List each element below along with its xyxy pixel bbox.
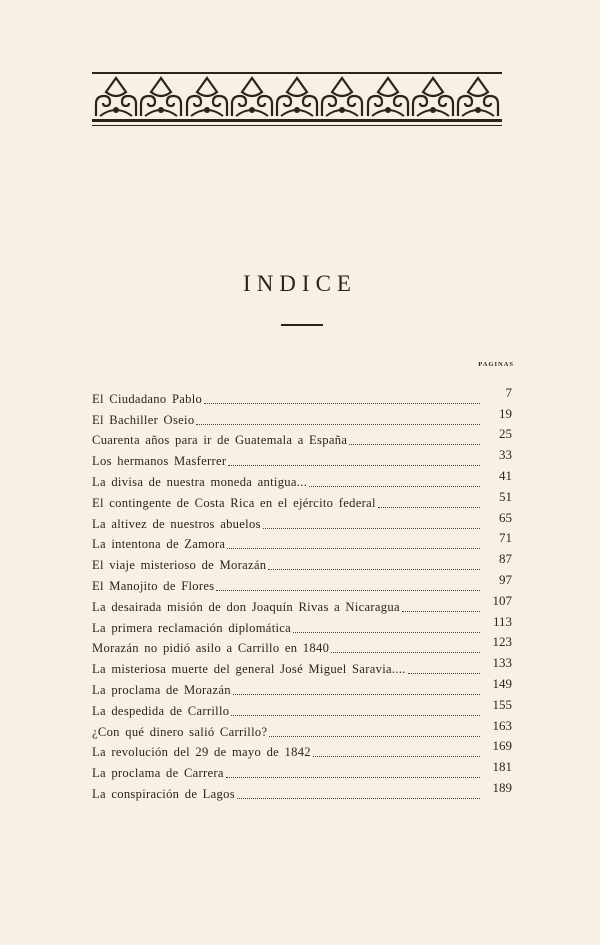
toc-entry-title: El Manojito de Flores <box>92 578 215 593</box>
toc-entry[interactable] <box>92 511 512 532</box>
toc-entry-page: 41 <box>499 467 512 483</box>
toc-entry-page: 25 <box>499 426 512 442</box>
dot-leader <box>228 465 480 466</box>
toc-entry[interactable] <box>92 615 512 636</box>
toc-entry-title: La despedida de Carrillo <box>92 703 230 718</box>
toc-entry-title: El contingente de Costa Rica en el ejército federal <box>92 495 376 510</box>
toc-entry-page: 65 <box>499 509 512 525</box>
toc-entry-title: La altivez de nuestros abuelos <box>92 516 261 531</box>
toc-entry-page: 123 <box>492 634 512 650</box>
toc-entry-page: 181 <box>492 759 512 775</box>
toc-entry-title: Cuarenta años para ir de Guatemala a España <box>92 433 348 448</box>
toc-entry-page: 19 <box>499 405 512 421</box>
toc-entry[interactable] <box>92 469 512 490</box>
toc-entry-page: 169 <box>492 738 512 754</box>
toc-entry-title: La desairada misión de don Joaquín Rivas a Nicaragua <box>92 599 400 614</box>
toc-entry-page: 155 <box>492 696 512 712</box>
toc-entry[interactable] <box>92 719 512 740</box>
toc-entry[interactable] <box>92 428 512 449</box>
toc-entry-title: ¿Con qué dinero salió Carrillo? <box>92 724 268 739</box>
dot-leader <box>204 403 480 404</box>
dot-leader <box>268 569 480 570</box>
toc-entry-title: El viaje misterioso de Morazán <box>92 558 267 573</box>
ornament-rule-thick <box>92 119 502 122</box>
dot-leader <box>349 444 480 445</box>
dot-leader <box>269 736 480 737</box>
floral-ornament-icon <box>94 74 138 118</box>
toc-entry-title: Los hermanos Masferrer <box>92 454 227 469</box>
toc-entry[interactable] <box>92 490 512 511</box>
floral-ornament-icon <box>320 74 364 118</box>
floral-ornament-icon <box>366 74 410 118</box>
toc-entry-title: La misteriosa muerte del general José Miguel Saravia.... <box>92 662 406 677</box>
toc-entry-title: La primera reclamación diplomática <box>92 620 292 635</box>
toc-entry[interactable] <box>92 552 512 573</box>
toc-entry[interactable] <box>92 636 512 657</box>
toc-entry-title: La proclama de Morazán <box>92 682 231 697</box>
toc-entry-page: 163 <box>492 717 512 733</box>
dot-leader <box>233 694 480 695</box>
toc-entry-page: 107 <box>492 592 512 608</box>
toc-entry-title: La revolución del 29 de mayo de 1842 <box>92 745 311 760</box>
toc-entry-page: 97 <box>499 571 512 587</box>
toc-entry-page: 33 <box>499 447 512 463</box>
toc-entry[interactable] <box>92 386 512 407</box>
toc-entry-page: 189 <box>492 779 512 795</box>
toc-entry-title: La proclama de Carrera <box>92 766 224 781</box>
dot-leader <box>378 507 480 508</box>
floral-ornament-icon <box>139 74 183 118</box>
floral-ornament-icon <box>275 74 319 118</box>
toc-entry[interactable] <box>92 573 512 594</box>
toc-entry-title: La intentona de Zamora <box>92 537 226 552</box>
toc-entry-title: El Ciudadano Pablo <box>92 391 203 406</box>
toc-entry[interactable] <box>92 677 512 698</box>
dot-leader <box>263 528 480 529</box>
toc-entry-title: La conspiración de Lagos <box>92 786 235 801</box>
dot-leader <box>402 611 480 612</box>
dot-leader <box>231 715 480 716</box>
dot-leader <box>309 486 480 487</box>
toc-entry[interactable] <box>92 781 512 802</box>
toc-entry[interactable] <box>92 656 512 677</box>
toc-entry-page: 7 <box>505 384 512 400</box>
floral-ornament-icon <box>230 74 274 118</box>
toc-entry-page: 113 <box>492 613 512 629</box>
page-title: INDICE <box>243 271 357 296</box>
toc-entry-page: 51 <box>499 488 512 504</box>
dot-leader <box>408 673 480 674</box>
toc-entry[interactable] <box>92 448 512 469</box>
dot-leader <box>216 590 480 591</box>
pages-column-header: PAGINAS <box>478 361 514 368</box>
toc-entry[interactable] <box>92 532 512 553</box>
toc-entry-title: La divisa de nuestra moneda antigua... <box>92 474 308 489</box>
toc-entry-page: 71 <box>499 530 512 546</box>
floral-ornament-icon <box>456 74 500 118</box>
dot-leader <box>227 548 480 549</box>
toc-entry[interactable] <box>92 594 512 615</box>
toc-entry-page: 133 <box>492 655 512 671</box>
toc-entry[interactable] <box>92 407 512 428</box>
floral-ornament-icon <box>411 74 455 118</box>
title-divider <box>281 324 323 326</box>
toc-entry-title: El Bachiller Oseio <box>92 412 195 427</box>
toc-entry[interactable] <box>92 760 512 781</box>
dot-leader <box>237 798 480 799</box>
dot-leader <box>313 756 480 757</box>
table-of-contents <box>92 386 512 802</box>
toc-entry-title: Morazán no pidió asilo a Carrillo en 1840 <box>92 641 330 656</box>
decorative-header-ornament <box>92 72 502 127</box>
toc-entry[interactable] <box>92 740 512 761</box>
toc-entry-page: 149 <box>492 675 512 691</box>
toc-entry[interactable] <box>92 698 512 719</box>
floral-border-band <box>92 72 502 118</box>
floral-ornament-icon <box>185 74 229 118</box>
toc-entry-page: 87 <box>499 551 512 567</box>
dot-leader <box>293 632 480 633</box>
dot-leader <box>331 652 480 653</box>
ornament-rule-thin <box>92 125 502 126</box>
dot-leader <box>226 777 480 778</box>
dot-leader <box>196 424 480 425</box>
